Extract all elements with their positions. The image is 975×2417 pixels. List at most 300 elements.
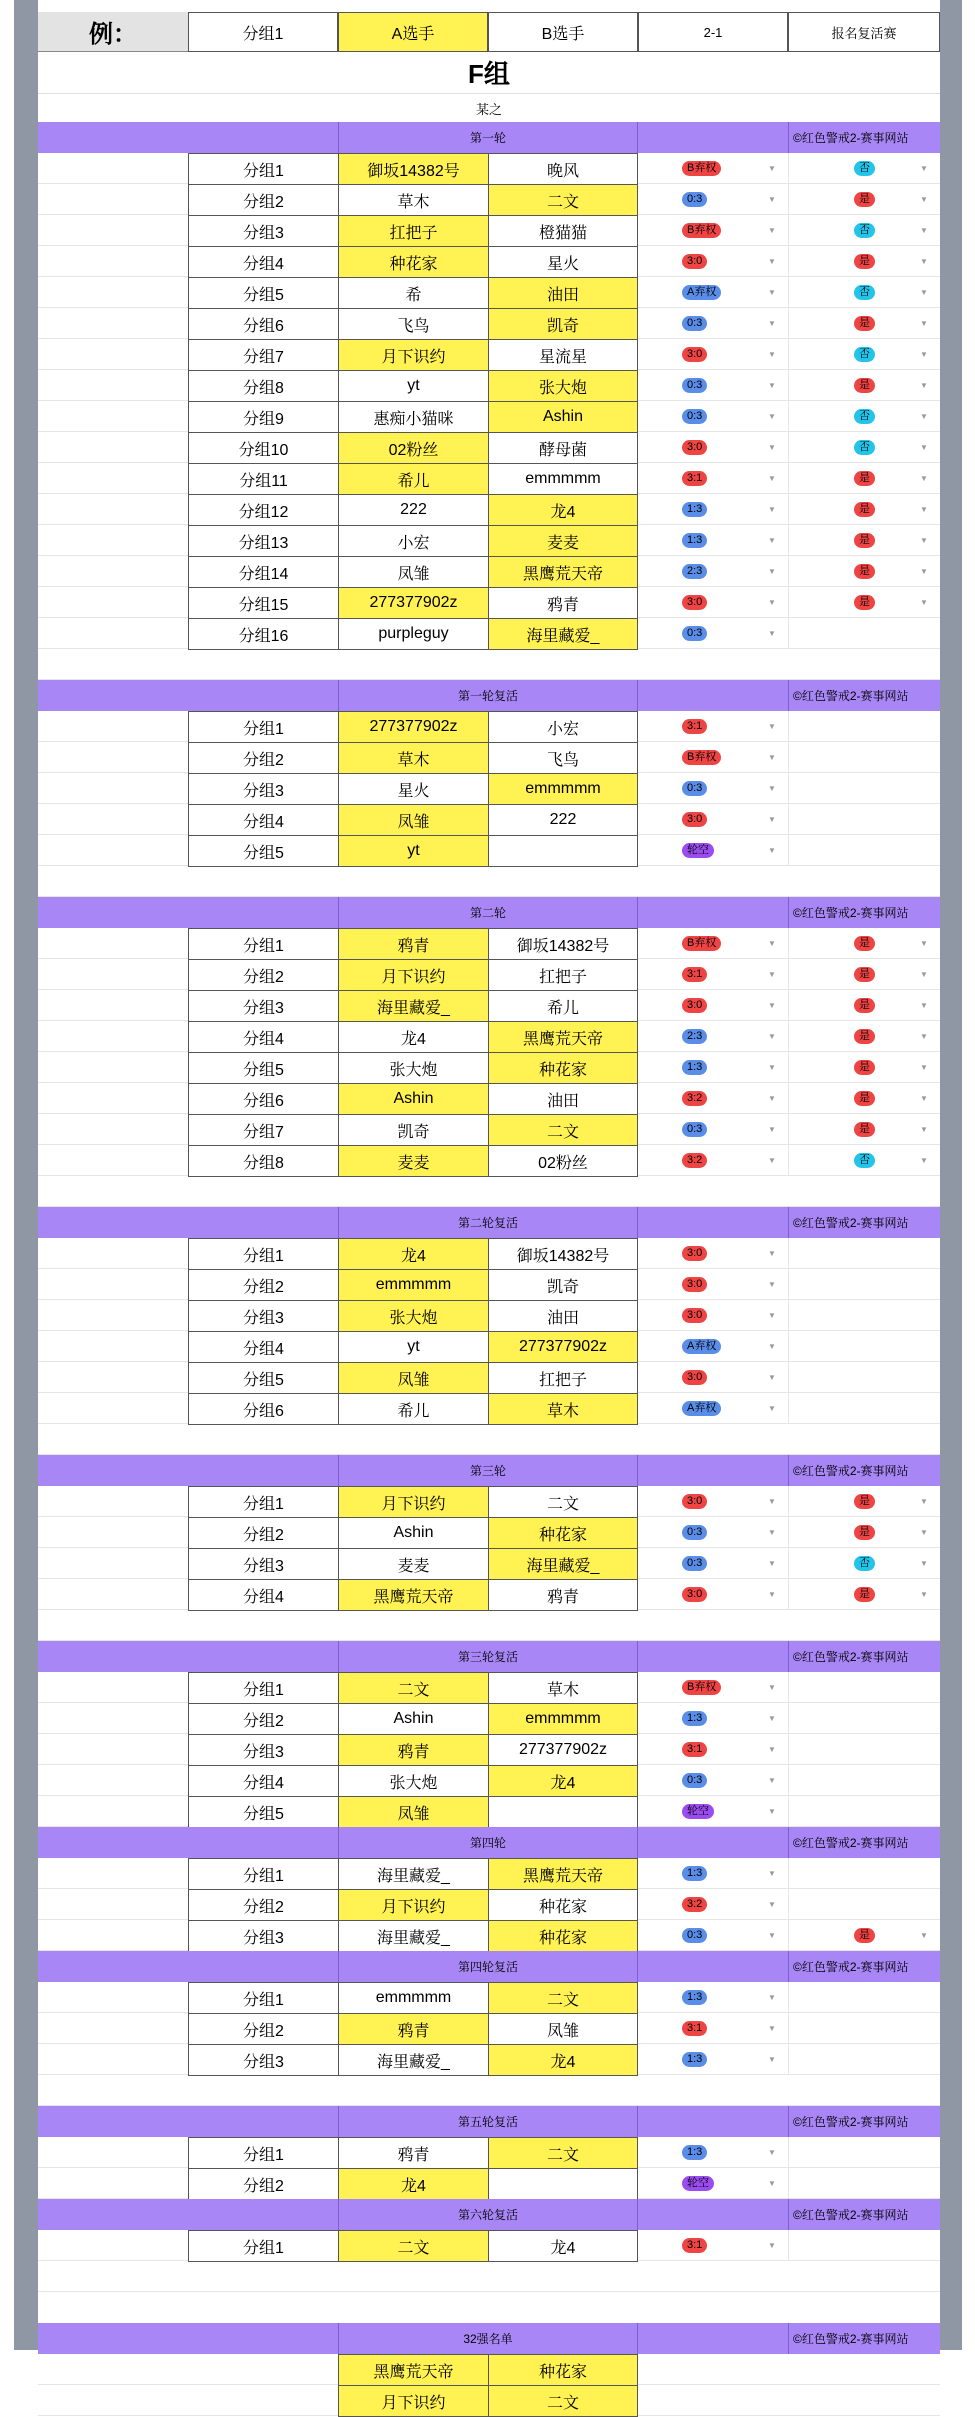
revival-cell[interactable] [788,370,940,401]
player-a-cell[interactable]: 海里藏爱_ [338,1920,489,1952]
revival-cell[interactable] [788,1517,940,1548]
player-a-cell[interactable]: 张大炮 [338,1052,489,1084]
player-b-cell[interactable]: 02粉丝 [488,1145,638,1177]
revival-cell[interactable] [788,432,940,463]
player-a-cell[interactable]: 星火 [338,773,489,805]
player-a-cell[interactable]: 小宏 [338,525,489,557]
revival-cell[interactable] [788,959,940,990]
revival-dropdown-arrow[interactable]: ▼ [920,505,928,514]
revival-dropdown-arrow[interactable]: ▼ [920,1931,928,1940]
player-a-cell[interactable]: 希 [338,277,489,309]
player-a-cell[interactable]: 二文 [338,2230,489,2262]
score-dropdown-arrow[interactable]: ▼ [768,1311,776,1320]
revival-cell[interactable] [788,308,940,339]
player-b-cell[interactable]: 小宏 [488,711,638,743]
revival-cell[interactable] [788,2044,940,2075]
player-b-cell[interactable]: 油田 [488,1300,638,1332]
score-dropdown-arrow[interactable]: ▼ [768,505,776,514]
player-a-cell[interactable]: 凤雏 [338,556,489,588]
score-dropdown-arrow[interactable]: ▼ [768,753,776,762]
revival-cell[interactable] [788,587,940,618]
player-b-cell[interactable]: 海里藏爱_ [488,618,638,650]
score-cell[interactable] [638,494,788,525]
player-a-cell[interactable]: Ashin [338,1083,489,1115]
score-cell[interactable] [638,1393,788,1424]
revival-cell[interactable] [788,1889,940,1920]
player-a-cell[interactable]: 海里藏爱_ [338,2044,489,2076]
player-a-cell[interactable]: 鸦青 [338,928,489,960]
player-b-cell[interactable]: 扛把子 [488,1362,638,1394]
score-dropdown-arrow[interactable]: ▼ [768,722,776,731]
revival-dropdown-arrow[interactable]: ▼ [920,1590,928,1599]
revival-cell[interactable] [788,1269,940,1300]
score-cell[interactable] [638,370,788,401]
score-cell[interactable] [638,277,788,308]
score-dropdown-arrow[interactable]: ▼ [768,1931,776,1940]
score-dropdown-arrow[interactable]: ▼ [768,2024,776,2033]
player-b-cell[interactable]: 种花家 [488,1517,638,1549]
player-b-cell[interactable]: 鸦青 [488,587,638,619]
player-a-cell[interactable]: 鸦青 [338,2137,489,2169]
player-b-cell[interactable] [488,835,638,867]
score-dropdown-arrow[interactable]: ▼ [768,319,776,328]
revival-dropdown-arrow[interactable]: ▼ [920,1559,928,1568]
revival-cell[interactable] [788,1362,940,1393]
player-b-cell[interactable]: 张大炮 [488,370,638,402]
score-cell[interactable] [638,742,788,773]
player-a-cell[interactable]: 二文 [338,1672,489,1704]
player-b-cell[interactable]: 鸦青 [488,1579,638,1611]
revival-cell[interactable] [788,773,940,804]
player-a-cell[interactable]: 希儿 [338,463,489,495]
row-gridline [38,1330,188,1331]
revival-dropdown-arrow[interactable]: ▼ [920,939,928,948]
player-b-cell[interactable]: 晚风 [488,153,638,185]
player-b-cell[interactable]: 草木 [488,1672,638,1704]
final-player-a[interactable]: 月下识约 [338,2385,489,2417]
player-a-cell[interactable]: 鸦青 [338,1734,489,1766]
player-b-cell[interactable]: 龙4 [488,1765,638,1797]
player-b-cell[interactable]: 黑鹰荒天帝 [488,556,638,588]
score-cell[interactable] [638,1238,788,1269]
score-cell[interactable] [638,990,788,1021]
score-dropdown-arrow[interactable]: ▼ [768,288,776,297]
player-b-cell[interactable]: 种花家 [488,1920,638,1952]
player-a-cell[interactable]: 御坂14382号 [338,153,489,185]
revival-cell[interactable] [788,277,940,308]
player-b-cell[interactable]: 222 [488,804,638,836]
revival-dropdown-arrow[interactable]: ▼ [920,381,928,390]
revival-dropdown-arrow[interactable]: ▼ [920,164,928,173]
player-a-cell[interactable]: Ashin [338,1517,489,1549]
score-cell[interactable] [638,184,788,215]
revival-cell[interactable] [788,2013,940,2044]
revival-cell[interactable] [788,711,940,742]
score-cell[interactable] [638,1083,788,1114]
score-cell[interactable] [638,2137,788,2168]
score-dropdown-arrow[interactable]: ▼ [768,1280,776,1289]
player-b-cell[interactable]: emmmmm [488,1703,638,1735]
player-b-cell[interactable]: 黑鹰荒天帝 [488,1858,638,1890]
player-b-cell[interactable]: emmmmm [488,773,638,805]
score-cell[interactable] [638,1858,788,1889]
player-b-cell[interactable]: emmmmm [488,463,638,495]
score-dropdown-arrow[interactable]: ▼ [768,1404,776,1413]
revival-cell[interactable] [788,990,940,1021]
score-dropdown-arrow[interactable]: ▼ [768,846,776,855]
player-b-cell[interactable]: 希儿 [488,990,638,1022]
score-dropdown-arrow[interactable]: ▼ [768,784,776,793]
player-a-cell[interactable]: 月下识约 [338,1486,489,1518]
player-b-cell[interactable]: 种花家 [488,1889,638,1921]
score-dropdown-arrow[interactable]: ▼ [768,567,776,576]
score-cell[interactable] [638,1145,788,1176]
player-b-cell[interactable] [488,1796,638,1828]
revival-dropdown-arrow[interactable]: ▼ [920,1125,928,1134]
player-a-cell[interactable]: 海里藏爱_ [338,990,489,1022]
score-cell[interactable] [638,835,788,866]
revival-cell[interactable] [788,215,940,246]
score-dropdown-arrow[interactable]: ▼ [768,1900,776,1909]
score-dropdown-arrow[interactable]: ▼ [768,815,776,824]
player-b-cell[interactable]: 星流星 [488,339,638,371]
score-dropdown-arrow[interactable]: ▼ [768,2148,776,2157]
score-cell[interactable] [638,246,788,277]
revival-dropdown-arrow[interactable]: ▼ [920,1063,928,1072]
score-cell[interactable] [638,928,788,959]
score-dropdown-arrow[interactable]: ▼ [768,412,776,421]
player-a-cell[interactable]: 277377902z [338,587,489,619]
revival-cell[interactable] [788,804,940,835]
player-b-cell[interactable]: 扛把子 [488,959,638,991]
revival-cell[interactable] [788,525,940,556]
player-b-cell[interactable]: 凯奇 [488,1269,638,1301]
score-dropdown-arrow[interactable]: ▼ [768,1032,776,1041]
score-dropdown-arrow[interactable]: ▼ [768,939,776,948]
score-cell[interactable] [638,959,788,990]
score-dropdown-arrow[interactable]: ▼ [768,257,776,266]
score-cell[interactable] [638,215,788,246]
score-dropdown-arrow[interactable]: ▼ [768,2179,776,2188]
score-dropdown-arrow[interactable]: ▼ [768,443,776,452]
score-dropdown-arrow[interactable]: ▼ [768,1807,776,1816]
player-b-cell[interactable]: 龙4 [488,2230,638,2262]
player-a-cell[interactable]: 龙4 [338,1021,489,1053]
player-a-cell[interactable]: 02粉丝 [338,432,489,464]
player-a-cell[interactable]: yt [338,370,489,402]
player-b-cell[interactable]: 凯奇 [488,308,638,340]
revival-cell[interactable] [788,1548,940,1579]
score-dropdown-arrow[interactable]: ▼ [768,1869,776,1878]
score-dropdown-arrow[interactable]: ▼ [768,1156,776,1165]
row-gridline [38,648,188,649]
score-cell[interactable] [638,1889,788,1920]
player-a-cell[interactable]: 龙4 [338,1238,489,1270]
score-dropdown-arrow[interactable]: ▼ [768,2055,776,2064]
score-dropdown-arrow[interactable]: ▼ [768,1559,776,1568]
player-b-cell[interactable]: 海里藏爱_ [488,1548,638,1580]
score-dropdown-arrow[interactable]: ▼ [768,474,776,483]
score-dropdown-arrow[interactable]: ▼ [768,1125,776,1134]
score-dropdown-arrow[interactable]: ▼ [768,1063,776,1072]
score-cell[interactable] [638,1052,788,1083]
score-cell[interactable] [638,711,788,742]
score-dropdown-arrow[interactable]: ▼ [768,1497,776,1506]
player-a-cell[interactable]: 海里藏爱_ [338,1858,489,1890]
score-dropdown-arrow[interactable]: ▼ [768,195,776,204]
player-a-cell[interactable]: 麦麦 [338,1145,489,1177]
revival-cell[interactable] [788,835,940,866]
score-cell[interactable] [638,1703,788,1734]
revival-cell[interactable] [788,1672,940,1703]
revival-cell[interactable] [788,401,940,432]
revival-cell[interactable] [788,1765,940,1796]
player-b-cell[interactable]: 御坂14382号 [488,1238,638,1270]
player-a-cell[interactable]: 月下识约 [338,1889,489,1921]
revival-dropdown-arrow[interactable]: ▼ [920,1528,928,1537]
player-b-cell[interactable]: 橙猫猫 [488,215,638,247]
player-b-cell[interactable]: 二文 [488,1982,638,2014]
revival-dropdown-arrow[interactable]: ▼ [920,474,928,483]
score-dropdown-arrow[interactable]: ▼ [768,226,776,235]
player-a-cell[interactable]: yt [338,1331,489,1363]
revival-cell[interactable] [788,1300,940,1331]
score-cell[interactable] [638,1269,788,1300]
player-a-cell[interactable]: 月下识约 [338,959,489,991]
score-cell[interactable] [638,1114,788,1145]
revival-cell[interactable] [788,1920,940,1951]
revival-cell[interactable] [788,2168,940,2199]
player-a-cell[interactable]: 飞鸟 [338,308,489,340]
score-dropdown-arrow[interactable]: ▼ [768,1590,776,1599]
revival-dropdown-arrow[interactable]: ▼ [920,1001,928,1010]
revival-dropdown-arrow[interactable]: ▼ [920,1497,928,1506]
score-dropdown-arrow[interactable]: ▼ [768,1528,776,1537]
revival-cell[interactable] [788,928,940,959]
player-a-cell[interactable]: emmmmm [338,1269,489,1301]
score-cell[interactable] [638,804,788,835]
score-dropdown-arrow[interactable]: ▼ [768,536,776,545]
score-cell[interactable] [638,1021,788,1052]
revival-dropdown-arrow[interactable]: ▼ [920,257,928,266]
player-b-cell[interactable]: 星火 [488,246,638,278]
player-a-cell[interactable]: 惠痴小猫咪 [338,401,489,433]
player-a-cell[interactable]: 扛把子 [338,215,489,247]
score-dropdown-arrow[interactable]: ▼ [768,629,776,638]
player-b-cell[interactable]: 种花家 [488,1052,638,1084]
score-cell[interactable] [638,2230,788,2261]
revival-dropdown-arrow[interactable]: ▼ [920,536,928,545]
player-a-cell[interactable]: 草木 [338,184,489,216]
player-b-cell[interactable]: 飞鸟 [488,742,638,774]
revival-cell[interactable] [788,2230,940,2261]
player-a-cell[interactable]: 凤雏 [338,1362,489,1394]
revival-cell[interactable] [788,1238,940,1269]
player-a-cell[interactable]: 种花家 [338,246,489,278]
player-b-cell[interactable] [488,2168,638,2200]
score-dropdown-arrow[interactable]: ▼ [768,1993,776,2002]
row-gridline [38,617,188,618]
player-a-cell[interactable]: 凤雏 [338,804,489,836]
score-cell[interactable] [638,1765,788,1796]
score-dropdown-arrow[interactable]: ▼ [768,1094,776,1103]
revival-cell[interactable] [788,1052,940,1083]
player-b-cell[interactable]: 酵母菌 [488,432,638,464]
score-cell[interactable] [638,2044,788,2075]
score-cell[interactable] [638,1548,788,1579]
player-a-cell[interactable]: 月下识约 [338,339,489,371]
revival-cell[interactable] [788,153,940,184]
score-cell[interactable] [638,773,788,804]
score-cell[interactable] [638,1331,788,1362]
score-dropdown-arrow[interactable]: ▼ [768,350,776,359]
revival-dropdown-arrow[interactable]: ▼ [920,1094,928,1103]
score-cell[interactable] [638,2013,788,2044]
revival-cell[interactable] [788,339,940,370]
revival-dropdown-arrow[interactable]: ▼ [920,567,928,576]
score-cell[interactable] [638,339,788,370]
revival-cell[interactable] [788,1579,940,1610]
revival-cell[interactable] [788,618,940,649]
revival-dropdown-arrow[interactable]: ▼ [920,1032,928,1041]
revival-cell[interactable] [788,1083,940,1114]
player-a-cell[interactable]: 凤雏 [338,1796,489,1828]
score-cell[interactable] [638,401,788,432]
revival-cell[interactable] [788,184,940,215]
score-cell[interactable] [638,1920,788,1951]
score-cell[interactable] [638,525,788,556]
final-player-b[interactable]: 种花家 [488,2354,638,2386]
player-a-cell[interactable]: 草木 [338,742,489,774]
score-dropdown-arrow[interactable]: ▼ [768,598,776,607]
score-cell[interactable] [638,1796,788,1827]
final-player-a[interactable]: 黑鹰荒天帝 [338,2354,489,2386]
player-a-cell[interactable]: 277377902z [338,711,489,743]
player-b-cell[interactable]: 龙4 [488,2044,638,2076]
score-cell[interactable] [638,432,788,463]
player-a-cell[interactable]: 凯奇 [338,1114,489,1146]
revival-dropdown-arrow[interactable]: ▼ [920,288,928,297]
revival-dropdown-arrow[interactable]: ▼ [920,195,928,204]
score-cell[interactable] [638,1982,788,2013]
score-cell[interactable] [638,463,788,494]
score-dropdown-arrow[interactable]: ▼ [768,1373,776,1382]
score-dropdown-arrow[interactable]: ▼ [768,1714,776,1723]
player-b-cell[interactable]: 二文 [488,1486,638,1518]
score-dropdown-arrow[interactable]: ▼ [768,1776,776,1785]
player-b-cell[interactable]: 二文 [488,1114,638,1146]
revival-dropdown-arrow[interactable]: ▼ [920,226,928,235]
score-dropdown-arrow[interactable]: ▼ [768,1745,776,1754]
revival-cell[interactable] [788,1982,940,2013]
player-b-cell[interactable]: 277377902z [488,1734,638,1766]
revival-cell[interactable] [788,1393,940,1424]
player-b-cell[interactable]: 二文 [488,184,638,216]
revival-cell[interactable] [788,1796,940,1827]
score-cell[interactable] [638,587,788,618]
player-b-cell[interactable]: 油田 [488,1083,638,1115]
revival-cell[interactable] [788,2137,940,2168]
score-cell[interactable] [638,1486,788,1517]
player-b-cell[interactable]: Ashin [488,401,638,433]
revival-dropdown-arrow[interactable]: ▼ [920,970,928,979]
player-a-cell[interactable]: 黑鹰荒天帝 [338,1579,489,1611]
score-cell[interactable] [638,556,788,587]
revival-cell[interactable] [788,1858,940,1889]
score-cell[interactable] [638,153,788,184]
revival-cell[interactable] [788,742,940,773]
score-cell[interactable] [638,1300,788,1331]
player-a-cell[interactable]: 龙4 [338,2168,489,2200]
player-a-cell[interactable]: 222 [338,494,489,526]
score-dropdown-arrow[interactable]: ▼ [768,1001,776,1010]
revival-dropdown-arrow[interactable]: ▼ [920,443,928,452]
player-a-cell[interactable]: emmmmm [338,1982,489,2014]
player-b-cell[interactable]: 凤雏 [488,2013,638,2045]
player-a-cell[interactable]: 鸦青 [338,2013,489,2045]
revival-dropdown-arrow[interactable]: ▼ [920,1156,928,1165]
score-cell[interactable] [638,1672,788,1703]
score-dropdown-arrow[interactable]: ▼ [768,1342,776,1351]
player-b-cell[interactable]: 龙4 [488,494,638,526]
player-b-cell[interactable]: 麦麦 [488,525,638,557]
revival-dropdown-arrow[interactable]: ▼ [920,412,928,421]
score-cell[interactable] [638,1734,788,1765]
score-cell[interactable] [638,1579,788,1610]
score-cell[interactable] [638,1517,788,1548]
score-cell[interactable] [638,618,788,649]
player-a-cell[interactable]: yt [338,835,489,867]
score-cell[interactable] [638,2168,788,2199]
player-b-cell[interactable]: 草木 [488,1393,638,1425]
player-a-cell[interactable]: 张大炮 [338,1300,489,1332]
final-player-b[interactable]: 二文 [488,2385,638,2417]
score-dropdown-arrow[interactable]: ▼ [768,1249,776,1258]
player-a-cell[interactable]: 麦麦 [338,1548,489,1580]
revival-dropdown-arrow[interactable]: ▼ [920,350,928,359]
player-a-cell[interactable]: 张大炮 [338,1765,489,1797]
revival-cell[interactable] [788,1145,940,1176]
player-b-cell[interactable]: 黑鹰荒天帝 [488,1021,638,1053]
revival-cell[interactable] [788,494,940,525]
revival-cell[interactable] [788,1114,940,1145]
revival-cell[interactable] [788,1331,940,1362]
revival-cell[interactable] [788,246,940,277]
revival-cell[interactable] [788,556,940,587]
revival-cell[interactable] [788,1703,940,1734]
player-b-cell[interactable]: 277377902z [488,1331,638,1363]
player-a-cell[interactable]: 希儿 [338,1393,489,1425]
revival-dropdown-arrow[interactable]: ▼ [920,319,928,328]
score-dropdown-arrow[interactable]: ▼ [768,1683,776,1692]
player-a-cell[interactable]: Ashin [338,1703,489,1735]
revival-cell[interactable] [788,1734,940,1765]
score-dropdown-arrow[interactable]: ▼ [768,2241,776,2250]
player-b-cell[interactable]: 油田 [488,277,638,309]
score-dropdown-arrow[interactable]: ▼ [768,970,776,979]
player-a-cell[interactable]: purpleguy [338,618,489,650]
player-b-cell[interactable]: 御坂14382号 [488,928,638,960]
revival-cell[interactable] [788,1486,940,1517]
revival-dropdown-arrow[interactable]: ▼ [920,598,928,607]
player-b-cell[interactable]: 二文 [488,2137,638,2169]
revival-cell[interactable] [788,463,940,494]
score-cell[interactable] [638,308,788,339]
revival-cell[interactable] [788,1021,940,1052]
score-cell[interactable] [638,1362,788,1393]
score-dropdown-arrow[interactable]: ▼ [768,381,776,390]
score-dropdown-arrow[interactable]: ▼ [768,164,776,173]
